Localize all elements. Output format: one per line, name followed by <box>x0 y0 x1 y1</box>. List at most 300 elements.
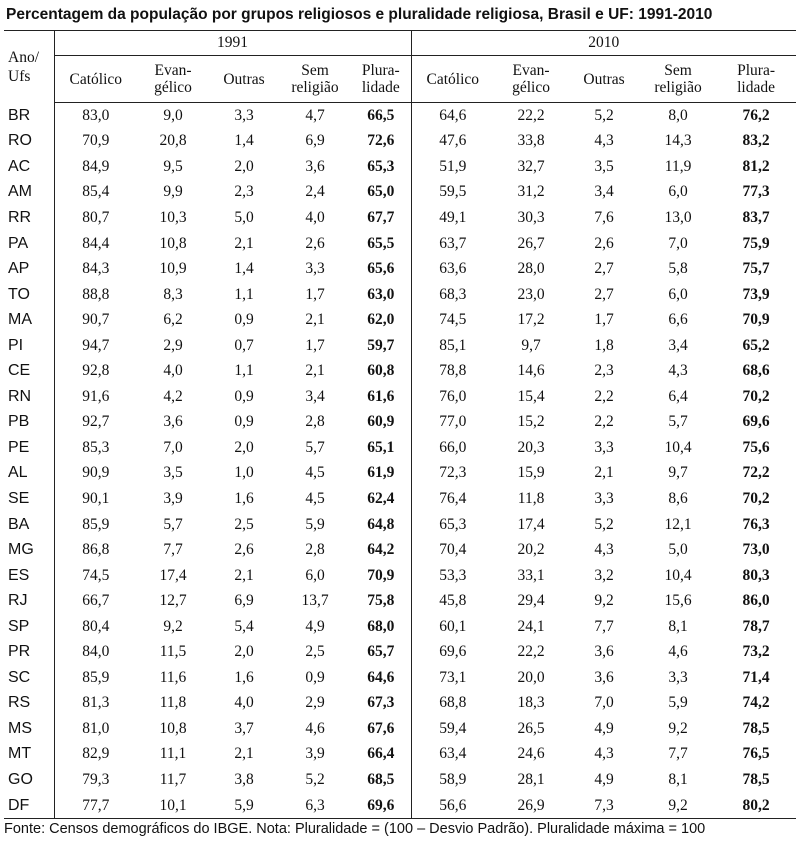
value-cell: 2,2 <box>594 387 614 405</box>
value-cell: 7,6 <box>594 208 614 226</box>
value-cell: 51,9 <box>411 154 494 180</box>
pluralidade-cell: 68,6 <box>742 362 770 380</box>
table-row <box>4 307 796 333</box>
value-cell: 20,3 <box>517 438 545 456</box>
value-cell: 2,1 <box>234 566 254 584</box>
value-cell: 14,6 <box>517 362 545 380</box>
table-row <box>4 129 796 155</box>
value-cell: 11,1 <box>159 745 187 763</box>
value-cell: 4,7 <box>305 106 325 124</box>
value-cell: 84,4 <box>54 231 137 257</box>
uf-cell: RS <box>8 694 31 712</box>
value-cell: 4,2 <box>163 387 183 405</box>
value-cell: 4,5 <box>305 464 325 482</box>
table-row <box>4 256 796 282</box>
value-cell: 4,0 <box>305 208 325 226</box>
pluralidade-cell: 80,3 <box>742 566 770 584</box>
value-cell: 26,9 <box>517 796 545 814</box>
value-cell: 81,3 <box>54 691 137 717</box>
uf-cell: SP <box>8 617 30 635</box>
uf-cell: PB <box>8 413 30 431</box>
value-cell: 3,4 <box>668 336 688 354</box>
table-row <box>4 154 796 180</box>
column-header-line1: Católico <box>69 70 123 88</box>
value-cell: 78,8 <box>411 358 494 384</box>
value-cell: 1,7 <box>594 311 614 329</box>
value-cell: 14,3 <box>664 132 692 150</box>
pluralidade-cell: 80,2 <box>742 796 770 814</box>
pluralidade-cell: 65,5 <box>367 234 395 252</box>
value-cell: 49,1 <box>411 205 494 231</box>
pluralidade-cell: 75,6 <box>742 438 770 456</box>
value-cell: 4,9 <box>594 719 614 737</box>
uf-cell: AM <box>8 183 32 201</box>
year-2010-header: 2010 <box>411 31 796 56</box>
uf-cell: TO <box>8 285 30 303</box>
value-cell: 3,9 <box>305 745 325 763</box>
uf-cell: GO <box>8 770 33 788</box>
value-cell: 70,9 <box>54 129 137 155</box>
table-row <box>4 103 796 129</box>
pluralidade-cell: 76,3 <box>742 515 770 533</box>
value-cell: 3,7 <box>234 719 254 737</box>
value-cell: 84,0 <box>54 639 137 665</box>
uf-cell: AP <box>8 260 30 278</box>
value-cell: 9,0 <box>163 106 183 124</box>
value-cell: 20,8 <box>159 132 187 150</box>
pluralidade-cell: 70,9 <box>367 566 395 584</box>
pluralidade-cell: 75,7 <box>742 260 770 278</box>
pluralidade-cell: 67,3 <box>367 694 395 712</box>
value-cell: 81,0 <box>54 716 137 742</box>
value-cell: 28,0 <box>517 260 545 278</box>
value-cell: 9,2 <box>163 617 183 635</box>
value-cell: 90,9 <box>54 461 137 487</box>
value-cell: 7,7 <box>594 617 614 635</box>
pluralidade-cell: 70,9 <box>742 311 770 329</box>
column-header <box>716 56 796 103</box>
value-cell: 66,7 <box>54 588 137 614</box>
pluralidade-cell: 83,2 <box>742 132 770 150</box>
pluralidade-cell: 61,6 <box>367 387 395 405</box>
column-header <box>209 56 279 103</box>
uf-cell: BR <box>8 106 31 124</box>
table-row <box>4 742 796 768</box>
table-row <box>4 384 796 410</box>
value-cell: 2,9 <box>163 336 183 354</box>
value-cell: 1,1 <box>234 285 254 303</box>
value-cell: 18,3 <box>517 694 545 712</box>
value-cell: 1,8 <box>594 336 614 354</box>
table-row <box>4 333 796 359</box>
religion-table <box>4 30 796 819</box>
pluralidade-cell: 76,5 <box>742 745 770 763</box>
value-cell: 76,4 <box>411 486 494 512</box>
value-cell: 68,8 <box>411 691 494 717</box>
value-cell: 2,8 <box>305 541 325 559</box>
uf-cell: CE <box>8 362 31 380</box>
pluralidade-cell: 86,0 <box>742 592 770 610</box>
value-cell: 11,6 <box>159 668 187 686</box>
value-cell: 10,1 <box>159 796 187 814</box>
value-cell: 2,3 <box>594 362 614 380</box>
value-cell: 9,2 <box>668 796 688 814</box>
column-header <box>137 56 209 103</box>
value-cell: 85,9 <box>54 665 137 691</box>
value-cell: 8,0 <box>668 106 688 124</box>
value-cell: 2,5 <box>305 643 325 661</box>
value-cell: 32,7 <box>517 157 545 175</box>
value-cell: 5,0 <box>668 541 688 559</box>
pluralidade-cell: 70,2 <box>742 489 770 507</box>
value-cell: 2,7 <box>594 260 614 278</box>
value-cell: 64,6 <box>411 103 494 129</box>
pluralidade-cell: 81,2 <box>742 157 770 175</box>
pluralidade-cell: 78,5 <box>742 719 770 737</box>
value-cell: 4,9 <box>305 617 325 635</box>
pluralidade-cell: 60,8 <box>367 362 395 380</box>
table-row <box>4 282 796 308</box>
value-cell: 90,1 <box>54 486 137 512</box>
pluralidade-cell: 69,6 <box>367 796 395 814</box>
value-cell: 15,4 <box>517 387 545 405</box>
value-cell: 24,1 <box>517 617 545 635</box>
value-cell: 15,9 <box>517 464 545 482</box>
value-cell: 84,3 <box>54 256 137 282</box>
corner-line1: Ano/ <box>8 48 39 66</box>
table-row <box>4 512 796 538</box>
uf-cell: ES <box>8 566 30 584</box>
value-cell: 7,0 <box>668 234 688 252</box>
value-cell: 2,1 <box>234 234 254 252</box>
value-cell: 3,4 <box>594 183 614 201</box>
value-cell: 24,6 <box>517 745 545 763</box>
value-cell: 65,3 <box>411 512 494 538</box>
value-cell: 5,2 <box>594 515 614 533</box>
value-cell: 2,6 <box>594 234 614 252</box>
value-cell: 74,5 <box>411 307 494 333</box>
value-cell: 5,7 <box>163 515 183 533</box>
uf-cell: PA <box>8 234 29 252</box>
value-cell: 17,4 <box>517 515 545 533</box>
pluralidade-cell: 73,2 <box>742 643 770 661</box>
pluralidade-cell: 78,7 <box>742 617 770 635</box>
value-cell: 4,3 <box>594 745 614 763</box>
uf-cell: MT <box>8 745 32 763</box>
value-cell: 82,9 <box>54 742 137 768</box>
pluralidade-cell: 68,5 <box>367 770 395 788</box>
value-cell: 92,8 <box>54 358 137 384</box>
column-header <box>494 56 568 103</box>
table-row <box>4 486 796 512</box>
value-cell: 10,4 <box>664 566 692 584</box>
column-header-line1: Sem <box>301 62 329 79</box>
pluralidade-cell: 63,0 <box>367 285 395 303</box>
value-cell: 3,3 <box>234 106 254 124</box>
value-cell: 85,3 <box>54 435 137 461</box>
pluralidade-cell: 65,6 <box>367 260 395 278</box>
value-cell: 11,7 <box>159 770 187 788</box>
value-cell: 3,8 <box>234 770 254 788</box>
value-cell: 94,7 <box>54 333 137 359</box>
value-cell: 3,5 <box>594 157 614 175</box>
value-cell: 3,9 <box>163 489 183 507</box>
column-header-line1: Evan- <box>154 62 192 79</box>
value-cell: 2,8 <box>305 413 325 431</box>
value-cell: 1,6 <box>234 668 254 686</box>
value-cell: 4,9 <box>594 770 614 788</box>
column-header-line2: lidade <box>361 79 400 96</box>
value-cell: 76,0 <box>411 384 494 410</box>
value-cell: 13,7 <box>301 592 329 610</box>
column-header-line2: religião <box>291 79 339 96</box>
value-cell: 6,2 <box>163 311 183 329</box>
value-cell: 7,0 <box>163 438 183 456</box>
value-cell: 2,1 <box>234 745 254 763</box>
column-header <box>568 56 640 103</box>
column-header-line1: Plura- <box>737 62 775 79</box>
value-cell: 15,2 <box>517 413 545 431</box>
value-cell: 85,1 <box>411 333 494 359</box>
uf-cell: AL <box>8 464 28 482</box>
pluralidade-cell: 60,9 <box>367 413 395 431</box>
table-row <box>4 793 796 819</box>
pluralidade-cell: 65,1 <box>367 438 395 456</box>
pluralidade-cell: 61,9 <box>367 464 395 482</box>
value-cell: 4,5 <box>305 489 325 507</box>
value-cell: 8,1 <box>668 770 688 788</box>
value-cell: 26,5 <box>517 719 545 737</box>
uf-cell: RN <box>8 387 32 405</box>
pluralidade-cell: 65,7 <box>367 643 395 661</box>
table-row <box>4 410 796 436</box>
value-cell: 8,6 <box>668 489 688 507</box>
pluralidade-cell: 72,6 <box>367 132 395 150</box>
pluralidade-cell: 83,7 <box>742 208 770 226</box>
value-cell: 63,7 <box>411 231 494 257</box>
value-cell: 9,5 <box>163 157 183 175</box>
value-cell: 1,7 <box>305 336 325 354</box>
uf-cell: BA <box>8 515 30 533</box>
value-cell: 11,8 <box>517 489 545 507</box>
pluralidade-cell: 67,7 <box>367 208 395 226</box>
pluralidade-cell: 76,2 <box>742 106 770 124</box>
value-cell: 77,0 <box>411 410 494 436</box>
table-row <box>4 205 796 231</box>
pluralidade-cell: 64,2 <box>367 541 395 559</box>
uf-cell: PI <box>8 336 24 354</box>
value-cell: 11,9 <box>664 157 692 175</box>
value-cell: 10,8 <box>159 234 187 252</box>
value-cell: 84,9 <box>54 154 137 180</box>
value-cell: 53,3 <box>411 563 494 589</box>
value-cell: 4,3 <box>594 132 614 150</box>
value-cell: 63,4 <box>411 742 494 768</box>
column-header-line1: Outras <box>583 70 625 88</box>
column-header-line2: gélico <box>154 79 192 96</box>
column-header <box>411 56 494 103</box>
corner-line2: Ufs <box>8 67 31 85</box>
pluralidade-cell: 72,2 <box>742 464 770 482</box>
value-cell: 2,5 <box>234 515 254 533</box>
value-cell: 79,3 <box>54 767 137 793</box>
value-cell: 0,9 <box>234 311 254 329</box>
table-row <box>4 767 796 793</box>
value-cell: 11,5 <box>159 643 187 661</box>
value-cell: 3,3 <box>305 260 325 278</box>
value-cell: 69,6 <box>411 639 494 665</box>
column-header <box>54 56 137 103</box>
column-header <box>279 56 351 103</box>
value-cell: 3,3 <box>594 438 614 456</box>
value-cell: 3,5 <box>163 464 183 482</box>
pluralidade-cell: 64,6 <box>367 668 395 686</box>
value-cell: 1,6 <box>234 489 254 507</box>
value-cell: 45,8 <box>411 588 494 614</box>
value-cell: 7,7 <box>668 745 688 763</box>
value-cell: 68,3 <box>411 282 494 308</box>
value-cell: 17,4 <box>159 566 187 584</box>
table-row <box>4 588 796 614</box>
value-cell: 9,7 <box>521 336 541 354</box>
value-cell: 6,9 <box>234 592 254 610</box>
value-cell: 91,6 <box>54 384 137 410</box>
value-cell: 5,9 <box>668 694 688 712</box>
uf-cell: MG <box>8 541 34 559</box>
pluralidade-cell: 74,2 <box>742 694 770 712</box>
column-header-line1: Sem <box>664 62 692 79</box>
value-cell: 17,2 <box>517 311 545 329</box>
value-cell: 3,6 <box>163 413 183 431</box>
value-cell: 58,9 <box>411 767 494 793</box>
value-cell: 77,7 <box>54 793 137 819</box>
pluralidade-cell: 65,2 <box>742 336 770 354</box>
pluralidade-cell: 69,6 <box>742 413 770 431</box>
table-row <box>4 180 796 206</box>
uf-cell: PR <box>8 643 31 661</box>
value-cell: 8,1 <box>668 617 688 635</box>
value-cell: 83,0 <box>54 103 137 129</box>
column-header-line1: Católico <box>426 70 480 88</box>
value-cell: 5,7 <box>305 438 325 456</box>
table-row <box>4 563 796 589</box>
value-cell: 6,9 <box>305 132 325 150</box>
value-cell: 9,7 <box>668 464 688 482</box>
value-cell: 1,7 <box>305 285 325 303</box>
column-header-line2: gélico <box>512 79 550 96</box>
value-cell: 12,1 <box>664 515 692 533</box>
value-cell: 23,0 <box>517 285 545 303</box>
table-row <box>4 435 796 461</box>
table-row <box>4 537 796 563</box>
value-cell: 10,9 <box>159 260 187 278</box>
value-cell: 2,1 <box>594 464 614 482</box>
value-cell: 7,3 <box>594 796 614 814</box>
value-cell: 72,3 <box>411 461 494 487</box>
value-cell: 4,0 <box>234 694 254 712</box>
pluralidade-cell: 73,9 <box>742 285 770 303</box>
value-cell: 63,6 <box>411 256 494 282</box>
column-header-row <box>4 56 796 103</box>
column-header-line1: Evan- <box>512 62 550 79</box>
value-cell: 33,1 <box>517 566 545 584</box>
value-cell: 22,2 <box>517 106 545 124</box>
uf-cell: RO <box>8 132 32 150</box>
value-cell: 0,9 <box>305 668 325 686</box>
pluralidade-cell: 59,7 <box>367 336 395 354</box>
value-cell: 10,8 <box>159 719 187 737</box>
value-cell: 31,2 <box>517 183 545 201</box>
value-cell: 2,1 <box>305 362 325 380</box>
value-cell: 6,6 <box>668 311 688 329</box>
pluralidade-cell: 65,3 <box>367 157 395 175</box>
value-cell: 33,8 <box>517 132 545 150</box>
value-cell: 6,0 <box>668 285 688 303</box>
value-cell: 15,6 <box>664 592 692 610</box>
value-cell: 4,0 <box>163 362 183 380</box>
value-cell: 7,7 <box>163 541 183 559</box>
value-cell: 6,3 <box>305 796 325 814</box>
source-note: Fonte: Censos demográficos do IBGE. Nota: Pluralidade = (100 – Desvio Padrão). Pluralidade máxima = 100 <box>4 821 706 838</box>
uf-cell: DF <box>8 796 30 814</box>
pluralidade-cell: 75,9 <box>742 234 770 252</box>
table-row <box>4 716 796 742</box>
column-header-line1: Outras <box>223 70 265 88</box>
column-header <box>640 56 716 103</box>
pluralidade-cell: 67,6 <box>367 719 395 737</box>
value-cell: 2,2 <box>594 413 614 431</box>
table-row <box>4 691 796 717</box>
pluralidade-cell: 70,2 <box>742 387 770 405</box>
value-cell: 12,7 <box>159 592 187 610</box>
value-cell: 80,7 <box>54 205 137 231</box>
column-header-line2: lidade <box>737 79 775 96</box>
pluralidade-cell: 71,4 <box>742 668 770 686</box>
value-cell: 9,2 <box>668 719 688 737</box>
value-cell: 59,5 <box>411 180 494 206</box>
value-cell: 56,6 <box>411 793 494 819</box>
value-cell: 80,4 <box>54 614 137 640</box>
value-cell: 2,6 <box>234 541 254 559</box>
value-cell: 92,7 <box>54 410 137 436</box>
uf-cell: AC <box>8 157 31 175</box>
value-cell: 1,0 <box>234 464 254 482</box>
pluralidade-cell: 78,5 <box>742 770 770 788</box>
value-cell: 6,0 <box>668 183 688 201</box>
value-cell: 3,6 <box>594 643 614 661</box>
value-cell: 85,4 <box>54 180 137 206</box>
pluralidade-cell: 64,8 <box>367 515 395 533</box>
value-cell: 5,7 <box>668 413 688 431</box>
column-header-line1: Plura- <box>361 62 400 79</box>
value-cell: 3,3 <box>594 489 614 507</box>
table-row <box>4 231 796 257</box>
value-cell: 5,8 <box>668 260 688 278</box>
value-cell: 4,3 <box>594 541 614 559</box>
value-cell: 5,9 <box>305 515 325 533</box>
table-body <box>4 103 796 819</box>
value-cell: 3,4 <box>305 387 325 405</box>
value-cell: 30,3 <box>517 208 545 226</box>
value-cell: 2,0 <box>234 438 254 456</box>
pluralidade-cell: 68,0 <box>367 617 395 635</box>
value-cell: 9,9 <box>163 183 183 201</box>
table-row <box>4 461 796 487</box>
value-cell: 10,4 <box>664 438 692 456</box>
value-cell: 2,0 <box>234 157 254 175</box>
ano-ufs-header <box>4 31 54 103</box>
value-cell: 2,9 <box>305 694 325 712</box>
